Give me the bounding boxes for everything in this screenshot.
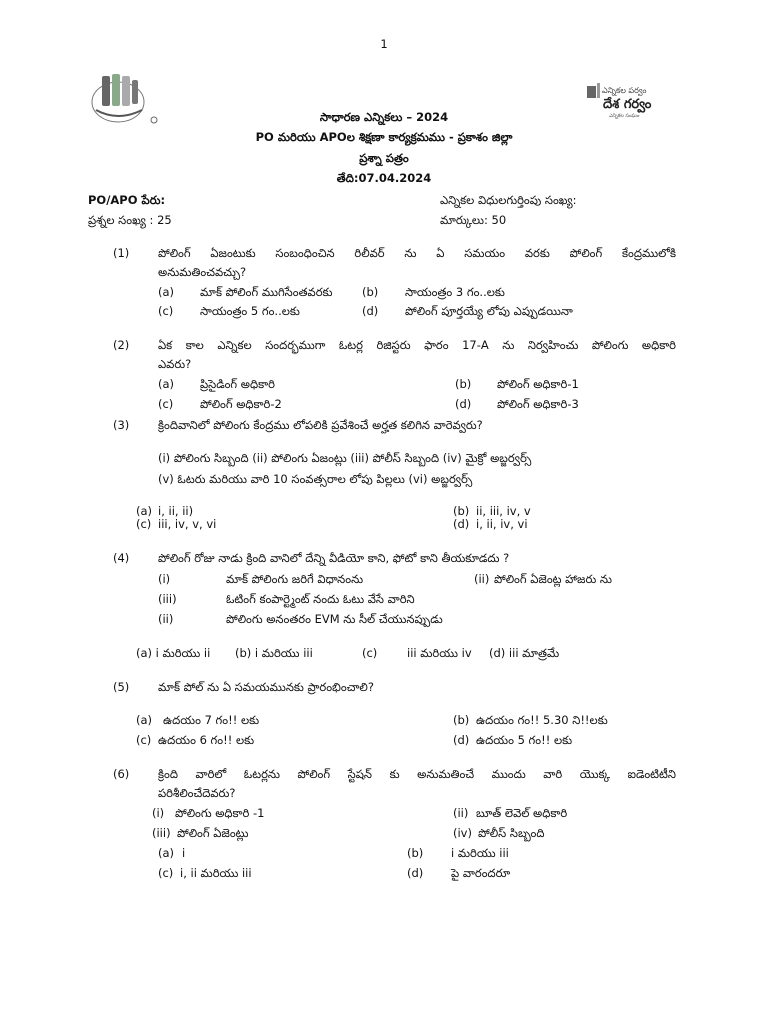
exam-title: సాధారణ ఎన్నికలు – 2024	[319, 110, 449, 124]
q6-option-key: (a)	[158, 846, 175, 860]
q1-option-text: పోలింగ్ పూర్తయ్యే లోపు ఎప్పుడయినా	[405, 304, 573, 318]
q6-sub-key: (iii)	[152, 826, 171, 840]
q6-option-text: i మరియు iii	[451, 846, 509, 860]
q2-text-line1: ఏక కాల ఎన్నికల సందర్భముగా ఓటర్ల రిజిస్టరు ఫారం 17-A ను నిర్వహించు పోలింగు అధికారి	[158, 338, 676, 352]
q4-answer-d: (d) iii మాత్రమే	[489, 646, 560, 660]
q6-sub-key: (iv)	[453, 826, 472, 840]
po-apo-name-label: PO/APO పేరు:	[88, 193, 166, 207]
right-logo-line1: ఎన్నికల పర్వం	[602, 86, 647, 95]
q6-option-key: (b)	[407, 846, 424, 860]
q4-number: (4)	[113, 551, 130, 565]
q6-sub-key: (i)	[152, 806, 165, 820]
q4-sub-key: (ii)	[474, 572, 490, 586]
page-number: 1	[380, 37, 388, 51]
q5-option-key: (b)	[453, 713, 470, 727]
q3-option-key: (d)	[453, 517, 470, 531]
q2-number: (2)	[113, 338, 130, 352]
q6-option-key: (d)	[407, 866, 424, 880]
q4-sub-key: (i)	[158, 572, 171, 586]
q6-sub-text: పోలీస్ సిబ్బంది	[478, 826, 545, 840]
q1-option-key: (d)	[362, 304, 379, 318]
q3-text-line1: క్రిందివానిలో పోలింగు కేంద్రము లోపలికి ప్రవేశించే అర్హత కలిగిన వారెవ్వరు?	[158, 418, 483, 432]
q1-number: (1)	[113, 246, 130, 260]
q1-text-line2: అనుమతించవచ్చు?	[158, 265, 247, 279]
right-logo-line2: దేశ గర్వం	[603, 97, 652, 112]
question-paper-label: ప్రశ్నా పత్రం	[359, 151, 409, 165]
q5-option-text: ఉదయం 7 గం!! లకు	[163, 713, 260, 727]
q3-option-text: i, ii, ii)	[158, 504, 194, 518]
q3-option-text: iii, iv, v, vi	[158, 517, 217, 531]
q4-sub-key: (ii)	[158, 612, 174, 626]
q1-option-text: మాక్ పోలింగ్ ముగిసేంతవరకు	[200, 285, 333, 299]
q4-answer-b: (b) i మరియు iii	[235, 646, 313, 660]
q2-option-key: (d)	[455, 397, 472, 411]
q1-option-key: (a)	[158, 285, 175, 299]
exam-subtitle: PO మరియు APOల శిక్షణా కార్యక్రమము - ప్రకాశం జిల్లా	[255, 130, 513, 144]
q6-text-line1: క్రింది వారిలో ఓటర్లను పోలింగ్ స్టేషన్ కు అనుమతించే ముందు వారి యొక్క ఐడెంటిటీని	[158, 767, 676, 781]
question-count-label: ప్రశ్నల సంఖ్య : 25	[88, 213, 172, 227]
q6-sub-key: (ii)	[453, 806, 469, 820]
q6-text-line2: పరిశీలించేదెవరు?	[158, 786, 236, 800]
q6-sub-text: పోలింగ్ ఏజెంట్లు	[177, 826, 249, 840]
q6-option-text: పై వారందరూ	[451, 866, 511, 880]
q5-option-text: ఉదయం 6 గం!! లకు	[158, 733, 255, 747]
q5-text-line1: మాక్ పోల్ ను ఏ సమయమునకు ప్రారంభించాలి?	[158, 680, 374, 694]
q1-option-text: సాయంత్రం 5 గం..లకు	[200, 304, 300, 318]
q5-option-text: ఉదయం 5 గం!! లకు	[476, 733, 573, 747]
q2-text-line2: ఎవరు?	[158, 357, 192, 371]
exam-date: తేది:07.04.2024	[336, 171, 432, 185]
q2-option-text: పోలింగ్ అధికారి-2	[200, 397, 282, 411]
q6-option-text: i	[182, 846, 186, 860]
q2-option-text: ప్రిసైడింగ్ అధికారి	[200, 377, 275, 391]
duty-id-label: ఎన్నికల విధులగుర్తింపు సంఖ్య:	[440, 193, 577, 207]
q4-sub-text: మాక్ పోలింగు జరిగే విధానంను	[226, 572, 364, 586]
q3-number: (3)	[113, 418, 130, 432]
q5-option-key: (c)	[136, 733, 152, 747]
q2-option-text: పోలింగ్ అధికారి-3	[497, 397, 579, 411]
q2-option-key: (a)	[158, 377, 175, 391]
q6-option-key: (c)	[158, 866, 174, 880]
q1-text-line1: పోలింగ్ ఏజంటుకు సంబంధించిన రిలీవర్ ను ఏ సమయం వరకు పోలింగ్ కేంద్రములోకి	[158, 246, 676, 260]
q4-sub-key: (iii)	[158, 592, 177, 606]
q5-number: (5)	[113, 680, 130, 694]
q2-option-key: (b)	[455, 377, 472, 391]
q5-option-key: (a)	[136, 713, 153, 727]
q4-answer-c-text: iii మరియు iv	[407, 646, 472, 660]
q3-option-key: (c)	[136, 517, 152, 531]
q6-option-text: i, ii మరియు iii	[180, 866, 252, 880]
q3-items-line1: (i) పోలింగు సిబ్బంది (ii) పోలింగు ఏజంట్లు (iii) పోలీస్ సిబ్బంది (iv) మైక్రో అబ్జర్వర్స్	[158, 451, 532, 465]
q3-option-text: ii, iii, iv, v	[476, 504, 531, 518]
q1-option-key: (b)	[362, 285, 379, 299]
q4-sub-text: పోలింగు అనంతరం EVM ను సీల్ చేయునప్పుడు	[226, 612, 443, 626]
q3-option-key: (a)	[136, 504, 153, 518]
q3-items-line2: (v) ఓటరు మరియు వారి 10 సంవత్సరాల లోపు పిల్లలు (vi) అబ్జర్వర్స్	[158, 472, 473, 486]
right-logo-line3: ఎన్నికల సంఘం	[609, 113, 640, 119]
q6-number: (6)	[113, 767, 130, 781]
q1-option-text: సాయంత్రం 3 గం..లకు	[405, 285, 505, 299]
q6-sub-text: పోలింగు అధికారి -1	[175, 806, 265, 820]
q4-sub-text: ఓటింగ్ కంపార్ట్మెంట్ నందు ఓటు వేసే వారిని	[226, 592, 415, 606]
q2-option-text: పోలింగ్ అధికారి-1	[497, 377, 579, 391]
q4-sub-text: పోలింగ్ ఏజెంట్ల హాజరు ను	[494, 572, 612, 586]
q5-option-text: ఉదయం గం!! 5.30 ని!!లకు	[476, 713, 608, 727]
q4-answer-c-key: (c)	[362, 646, 378, 660]
q1-option-key: (c)	[158, 304, 174, 318]
q3-option-key: (b)	[453, 504, 470, 518]
q5-option-key: (d)	[453, 733, 470, 747]
marks-label: మార్కులు: 50	[440, 213, 507, 227]
q4-text-line1: పోలింగ్ రోజు నాడు క్రింది వానిలో దేన్ని వీడియో కాని, ఫోటో కాని తీయకూడదు ?	[158, 551, 510, 565]
q3-option-text: i, ii, iv, vi	[476, 517, 528, 531]
q2-option-key: (c)	[158, 397, 174, 411]
q4-answer-a: (a) i మరియు ii	[136, 646, 211, 660]
q6-sub-text: బూత్ లెవెల్ అధికారి	[476, 806, 568, 820]
